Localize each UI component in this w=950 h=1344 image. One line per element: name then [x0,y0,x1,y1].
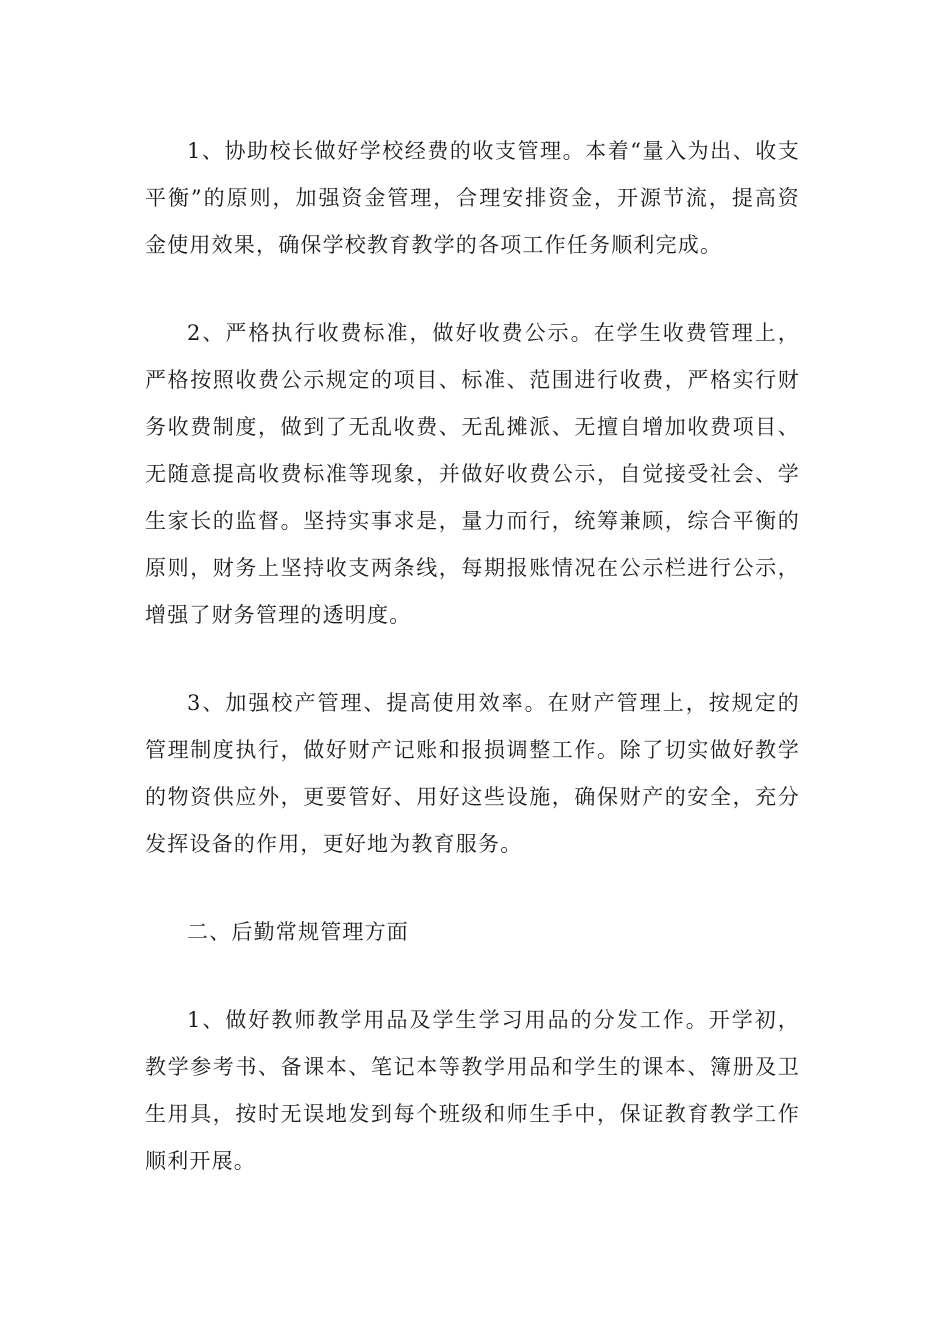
paragraph-1: 1、协助校长做好学校经费的收支管理。本着“量入为出、收支平衡”的原则，加强资金管理，合理安排资金，开源节流，提高资金使用效果，确保学校教育教学的各项工作任务顺利完成。 [145,139,800,257]
section-heading: 二、后勤常规管理方面 [187,920,409,944]
paragraph-spacer [145,868,800,909]
paragraph-4: 1、做好教师教学用品及学生学习用品的分发工作。开学初，教学参考书、备课本、笔记本等教学用品和学生的课本、簿册及卫生用具，按时无误地发到每个班级和师生手中，保证教育教学工作顺利开展。 [145,1008,800,1173]
paragraph-spacer [145,269,800,310]
paragraph-spacer [145,956,800,997]
paragraph-spacer [145,639,800,680]
document-page [145,128,800,1185]
paragraph-2: 2、严格执行收费标准，做好收费公示。在学生收费管理上，严格按照收费公示规定的项目、标准、范围进行收费，严格实行财务收费制度，做到了无乱收费、无乱摊派、无擅自增加收费项目、无随意提高收费标准等现象，并做好收费公示，自觉接受社会、学生家长的监督。坚持实事求是，量力而行，统筹兼顾，综合平衡的原则，财务上坚持收支两条线，每期报账情况在公示栏进行公示，增强了财务管理的透明度。 [145,321,800,627]
paragraph-3: 3、加强校产管理、提高使用效率。在财产管理上，按规定的管理制度执行，做好财产记账和报损调整工作。除了切实做好教学的物资供应外，更要管好、用好这些设施，确保财产的安全，充分发挥设备的作用，更好地为教育服务。 [145,691,800,856]
